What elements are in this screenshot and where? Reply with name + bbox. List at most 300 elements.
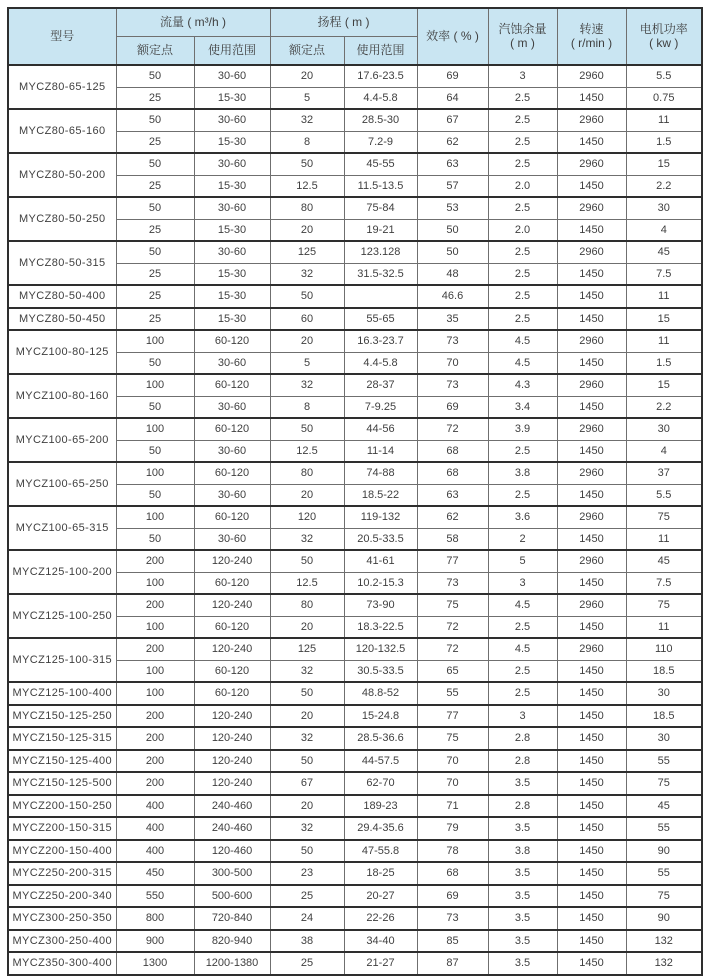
data-cell: 120-460 [194, 840, 270, 863]
data-cell: 1200-1380 [194, 952, 270, 975]
data-cell: 100 [116, 682, 194, 705]
model-cell: MYCZ100-65-315 [8, 506, 116, 550]
data-cell: 79 [417, 817, 488, 840]
data-cell: 29.4-35.6 [344, 817, 417, 840]
data-cell: 20 [270, 65, 344, 87]
data-cell: 20 [270, 219, 344, 241]
data-cell: 67 [417, 109, 488, 131]
data-cell: 70 [417, 352, 488, 374]
data-cell: 60-120 [194, 462, 270, 484]
data-cell: 18.5-22 [344, 484, 417, 506]
data-cell: 72 [417, 418, 488, 440]
data-cell: 2960 [557, 462, 626, 484]
table-row [8, 594, 702, 616]
data-cell: 3 [488, 572, 557, 594]
data-cell: 10.2-15.3 [344, 572, 417, 594]
data-cell: 3.8 [488, 462, 557, 484]
data-cell: 50 [270, 682, 344, 705]
data-cell: 1450 [557, 660, 626, 682]
data-cell: 15-30 [194, 263, 270, 285]
header-row-1 [8, 8, 702, 37]
data-cell: 11 [626, 528, 702, 550]
data-cell: 4 [626, 440, 702, 462]
data-cell: 2960 [557, 65, 626, 87]
data-cell: 2.5 [488, 285, 557, 308]
data-cell: 50 [270, 550, 344, 572]
data-cell: 4.5 [488, 330, 557, 352]
data-cell: 71 [417, 795, 488, 818]
data-cell: 1450 [557, 263, 626, 285]
data-cell: 73 [417, 907, 488, 930]
data-cell: 125 [270, 638, 344, 660]
data-cell: 30-60 [194, 241, 270, 263]
data-cell: 2960 [557, 374, 626, 396]
col-header-efficiency: 效率 ( % ) [417, 8, 488, 65]
data-cell: 7.2-9 [344, 131, 417, 153]
data-cell: 100 [116, 616, 194, 638]
data-cell: 5 [488, 550, 557, 572]
table-row [8, 795, 702, 818]
data-cell: 25 [116, 175, 194, 197]
model-cell: MYCZ200-150-250 [8, 795, 116, 818]
data-cell: 123.128 [344, 241, 417, 263]
data-cell: 72 [417, 638, 488, 660]
table-row [8, 907, 702, 930]
data-cell: 50 [417, 219, 488, 241]
data-cell: 3.5 [488, 817, 557, 840]
model-cell: MYCZ100-65-200 [8, 418, 116, 462]
data-cell: 75 [626, 594, 702, 616]
data-cell: 31.5-32.5 [344, 263, 417, 285]
data-cell: 50 [270, 285, 344, 308]
data-cell: 60 [270, 308, 344, 331]
data-cell: 1450 [557, 795, 626, 818]
data-cell: 68 [417, 862, 488, 885]
data-cell: 50 [116, 484, 194, 506]
data-cell: 1450 [557, 682, 626, 705]
data-cell: 28.5-36.6 [344, 727, 417, 750]
data-cell: 30-60 [194, 352, 270, 374]
data-cell: 3.5 [488, 952, 557, 975]
col-header-power-title: 电机功率 [639, 21, 688, 36]
data-cell: 4.5 [488, 594, 557, 616]
table-row [8, 153, 702, 175]
data-cell: 69 [417, 65, 488, 87]
model-cell: MYCZ150-125-250 [8, 705, 116, 728]
data-cell: 3.5 [488, 862, 557, 885]
data-cell: 30 [626, 727, 702, 750]
data-cell: 30-60 [194, 440, 270, 462]
data-cell: 2.5 [488, 263, 557, 285]
model-cell: MYCZ100-65-250 [8, 462, 116, 506]
data-cell: 16.3-23.7 [344, 330, 417, 352]
data-cell: 11-14 [344, 440, 417, 462]
data-cell: 25 [116, 263, 194, 285]
data-cell: 80 [270, 462, 344, 484]
data-cell: 25 [116, 87, 194, 109]
data-cell: 25 [116, 285, 194, 308]
data-cell: 30.5-33.5 [344, 660, 417, 682]
data-cell: 73 [417, 572, 488, 594]
data-cell: 2.5 [488, 308, 557, 331]
col-header-npsh-title: 汽蚀余量 [498, 21, 547, 36]
data-cell: 3.5 [488, 885, 557, 908]
data-cell: 132 [626, 930, 702, 953]
data-cell: 1450 [557, 131, 626, 153]
data-cell: 1450 [557, 528, 626, 550]
data-cell: 200 [116, 727, 194, 750]
data-cell: 41-61 [344, 550, 417, 572]
data-cell: 900 [116, 930, 194, 953]
data-cell: 2.8 [488, 795, 557, 818]
data-cell: 45-55 [344, 153, 417, 175]
model-cell: MYCZ200-150-400 [8, 840, 116, 863]
data-cell: 119-132 [344, 506, 417, 528]
data-cell: 4.5 [488, 638, 557, 660]
data-cell: 50 [116, 197, 194, 219]
data-cell: 120-240 [194, 550, 270, 572]
data-cell: 550 [116, 885, 194, 908]
data-cell: 1450 [557, 885, 626, 908]
data-cell: 69 [417, 885, 488, 908]
table-header [8, 8, 702, 65]
data-cell: 15-30 [194, 285, 270, 308]
data-cell: 20 [270, 484, 344, 506]
data-cell: 25 [270, 952, 344, 975]
data-cell: 5.5 [626, 484, 702, 506]
data-cell: 2960 [557, 109, 626, 131]
data-cell [344, 285, 417, 308]
data-cell: 20 [270, 705, 344, 728]
data-cell: 58 [417, 528, 488, 550]
data-cell: 62-70 [344, 772, 417, 795]
data-cell: 2960 [557, 550, 626, 572]
data-cell: 87 [417, 952, 488, 975]
data-cell: 2960 [557, 418, 626, 440]
table-body [8, 65, 702, 975]
data-cell: 50 [116, 153, 194, 175]
data-cell: 57 [417, 175, 488, 197]
data-cell: 90 [626, 840, 702, 863]
data-cell: 90 [626, 907, 702, 930]
data-cell: 120-240 [194, 638, 270, 660]
data-cell: 2.5 [488, 241, 557, 263]
data-cell: 11 [626, 330, 702, 352]
data-cell: 2.2 [626, 175, 702, 197]
data-cell: 28.5-30 [344, 109, 417, 131]
data-cell: 1450 [557, 952, 626, 975]
data-cell: 2.2 [626, 396, 702, 418]
data-cell: 2.5 [488, 616, 557, 638]
data-cell: 1450 [557, 727, 626, 750]
data-cell: 2.5 [488, 440, 557, 462]
data-cell: 50 [270, 418, 344, 440]
data-cell: 120-132.5 [344, 638, 417, 660]
data-cell: 55 [626, 817, 702, 840]
data-cell: 30-60 [194, 396, 270, 418]
data-cell: 1450 [557, 616, 626, 638]
data-cell: 50 [417, 241, 488, 263]
data-cell: 15 [626, 374, 702, 396]
data-cell: 15 [626, 153, 702, 175]
data-cell: 4 [626, 219, 702, 241]
data-cell: 32 [270, 263, 344, 285]
data-cell: 1450 [557, 705, 626, 728]
data-cell: 400 [116, 817, 194, 840]
data-cell: 2.5 [488, 660, 557, 682]
model-cell: MYCZ80-50-400 [8, 285, 116, 308]
table-row [8, 374, 702, 396]
data-cell: 2.5 [488, 87, 557, 109]
data-cell: 2960 [557, 197, 626, 219]
data-cell: 15-30 [194, 175, 270, 197]
data-cell: 110 [626, 638, 702, 660]
col-header-flow-rated: 额定点 [116, 37, 194, 66]
model-cell: MYCZ100-80-125 [8, 330, 116, 374]
data-cell: 120-240 [194, 750, 270, 773]
model-cell: MYCZ125-100-400 [8, 682, 116, 705]
data-cell: 55 [626, 862, 702, 885]
data-cell: 1450 [557, 175, 626, 197]
data-cell: 18.5 [626, 705, 702, 728]
data-cell: 68 [417, 440, 488, 462]
col-header-speed-unit: ( r/min ) [570, 35, 613, 50]
data-cell: 100 [116, 330, 194, 352]
data-cell: 60-120 [194, 616, 270, 638]
data-cell: 2960 [557, 153, 626, 175]
data-cell: 11.5-13.5 [344, 175, 417, 197]
data-cell: 300-500 [194, 862, 270, 885]
model-cell: MYCZ80-65-125 [8, 65, 116, 109]
model-cell: MYCZ300-250-350 [8, 907, 116, 930]
data-cell: 75 [417, 594, 488, 616]
data-cell: 20 [270, 616, 344, 638]
data-cell: 2.5 [488, 109, 557, 131]
data-cell: 50 [116, 528, 194, 550]
data-cell: 32 [270, 374, 344, 396]
data-cell: 8 [270, 131, 344, 153]
data-cell: 60-120 [194, 330, 270, 352]
data-cell: 64 [417, 87, 488, 109]
data-cell: 30-60 [194, 528, 270, 550]
data-cell: 200 [116, 705, 194, 728]
data-cell: 120 [270, 506, 344, 528]
table-row [8, 952, 702, 975]
data-cell: 30-60 [194, 65, 270, 87]
data-cell: 2.0 [488, 175, 557, 197]
data-cell: 120-240 [194, 727, 270, 750]
data-cell: 3.5 [488, 907, 557, 930]
data-cell: 30 [626, 682, 702, 705]
data-cell: 120-240 [194, 705, 270, 728]
table-row [8, 750, 702, 773]
data-cell: 60-120 [194, 682, 270, 705]
table-row [8, 772, 702, 795]
data-cell: 30 [626, 418, 702, 440]
data-cell: 189-23 [344, 795, 417, 818]
table-row [8, 930, 702, 953]
data-cell: 4.3 [488, 374, 557, 396]
table-row [8, 197, 702, 219]
model-cell: MYCZ300-250-400 [8, 930, 116, 953]
data-cell: 2 [488, 528, 557, 550]
data-cell: 60-120 [194, 506, 270, 528]
data-cell: 62 [417, 131, 488, 153]
data-cell: 85 [417, 930, 488, 953]
data-cell: 38 [270, 930, 344, 953]
data-cell: 70 [417, 772, 488, 795]
data-cell: 30-60 [194, 484, 270, 506]
data-cell: 100 [116, 374, 194, 396]
data-cell: 32 [270, 660, 344, 682]
data-cell: 44-56 [344, 418, 417, 440]
data-cell: 3.6 [488, 506, 557, 528]
data-cell: 48 [417, 263, 488, 285]
data-cell: 15-30 [194, 308, 270, 331]
table-row [8, 65, 702, 87]
data-cell: 2.5 [488, 131, 557, 153]
data-cell: 34-40 [344, 930, 417, 953]
data-cell: 3 [488, 705, 557, 728]
model-cell: MYCZ250-200-340 [8, 885, 116, 908]
data-cell: 12.5 [270, 175, 344, 197]
data-cell: 28-37 [344, 374, 417, 396]
model-cell: MYCZ125-100-250 [8, 594, 116, 638]
data-cell: 2.0 [488, 219, 557, 241]
data-cell: 75 [626, 885, 702, 908]
data-cell: 17.6-23.5 [344, 65, 417, 87]
data-cell: 200 [116, 750, 194, 773]
data-cell: 1450 [557, 87, 626, 109]
data-cell: 2.8 [488, 750, 557, 773]
data-cell: 18.3-22.5 [344, 616, 417, 638]
data-cell: 75 [417, 727, 488, 750]
data-cell: 200 [116, 594, 194, 616]
data-cell: 1450 [557, 352, 626, 374]
model-cell: MYCZ80-50-200 [8, 153, 116, 197]
data-cell: 72 [417, 616, 488, 638]
table-row [8, 109, 702, 131]
data-cell: 1450 [557, 817, 626, 840]
data-cell: 2.5 [488, 197, 557, 219]
data-cell: 20 [270, 330, 344, 352]
data-cell: 74-88 [344, 462, 417, 484]
data-cell: 50 [116, 109, 194, 131]
data-cell: 63 [417, 484, 488, 506]
data-cell: 77 [417, 705, 488, 728]
data-cell: 45 [626, 795, 702, 818]
data-cell: 50 [270, 840, 344, 863]
data-cell: 45 [626, 550, 702, 572]
data-cell: 800 [116, 907, 194, 930]
table-row [8, 308, 702, 331]
data-cell: 19-21 [344, 219, 417, 241]
data-cell: 820-940 [194, 930, 270, 953]
data-cell: 400 [116, 840, 194, 863]
data-cell: 35 [417, 308, 488, 331]
data-cell: 30-60 [194, 109, 270, 131]
data-cell: 1450 [557, 484, 626, 506]
data-cell: 2960 [557, 638, 626, 660]
model-cell: MYCZ150-125-315 [8, 727, 116, 750]
model-cell: MYCZ150-125-400 [8, 750, 116, 773]
data-cell: 15-30 [194, 87, 270, 109]
data-cell: 62 [417, 506, 488, 528]
data-cell: 132 [626, 952, 702, 975]
data-cell: 7.5 [626, 263, 702, 285]
table-row [8, 285, 702, 308]
col-header-power [626, 8, 702, 65]
data-cell: 1450 [557, 285, 626, 308]
data-cell: 5.5 [626, 65, 702, 87]
table-row [8, 705, 702, 728]
table-row [8, 506, 702, 528]
table-row [8, 840, 702, 863]
data-cell: 47-55.8 [344, 840, 417, 863]
data-cell: 20 [270, 795, 344, 818]
data-cell: 1450 [557, 750, 626, 773]
table-row [8, 550, 702, 572]
data-cell: 15-30 [194, 219, 270, 241]
data-cell: 50 [116, 65, 194, 87]
data-cell: 50 [116, 241, 194, 263]
data-cell: 53 [417, 197, 488, 219]
data-cell: 75 [626, 506, 702, 528]
model-cell: MYCZ80-50-315 [8, 241, 116, 285]
data-cell: 1450 [557, 862, 626, 885]
data-cell: 50 [116, 396, 194, 418]
data-cell: 3.4 [488, 396, 557, 418]
data-cell: 1450 [557, 772, 626, 795]
data-cell: 100 [116, 506, 194, 528]
data-cell: 1450 [557, 219, 626, 241]
data-cell: 500-600 [194, 885, 270, 908]
data-cell: 32 [270, 817, 344, 840]
data-cell: 2960 [557, 330, 626, 352]
data-cell: 100 [116, 572, 194, 594]
model-cell: MYCZ100-80-160 [8, 374, 116, 418]
data-cell: 200 [116, 772, 194, 795]
data-cell: 3 [488, 65, 557, 87]
data-cell: 11 [626, 285, 702, 308]
model-cell: MYCZ350-300-400 [8, 952, 116, 975]
model-cell: MYCZ250-200-315 [8, 862, 116, 885]
data-cell: 7-9.25 [344, 396, 417, 418]
data-cell: 1450 [557, 572, 626, 594]
data-cell: 15 [626, 308, 702, 331]
data-cell: 12.5 [270, 440, 344, 462]
data-cell: 70 [417, 750, 488, 773]
data-cell: 2.8 [488, 727, 557, 750]
table-row [8, 885, 702, 908]
data-cell: 4.4-5.8 [344, 352, 417, 374]
data-cell: 65 [417, 660, 488, 682]
data-cell: 75-84 [344, 197, 417, 219]
data-cell: 63 [417, 153, 488, 175]
data-cell: 3.8 [488, 840, 557, 863]
data-cell: 1300 [116, 952, 194, 975]
data-cell: 100 [116, 462, 194, 484]
data-cell: 18.5 [626, 660, 702, 682]
col-header-npsh [488, 8, 557, 65]
col-header-speed [557, 8, 626, 65]
data-cell: 55 [626, 750, 702, 773]
col-header-flow-range: 使用范围 [194, 37, 270, 66]
data-cell: 200 [116, 638, 194, 660]
data-cell: 30 [626, 197, 702, 219]
data-cell: 3.5 [488, 772, 557, 795]
data-cell: 18-25 [344, 862, 417, 885]
